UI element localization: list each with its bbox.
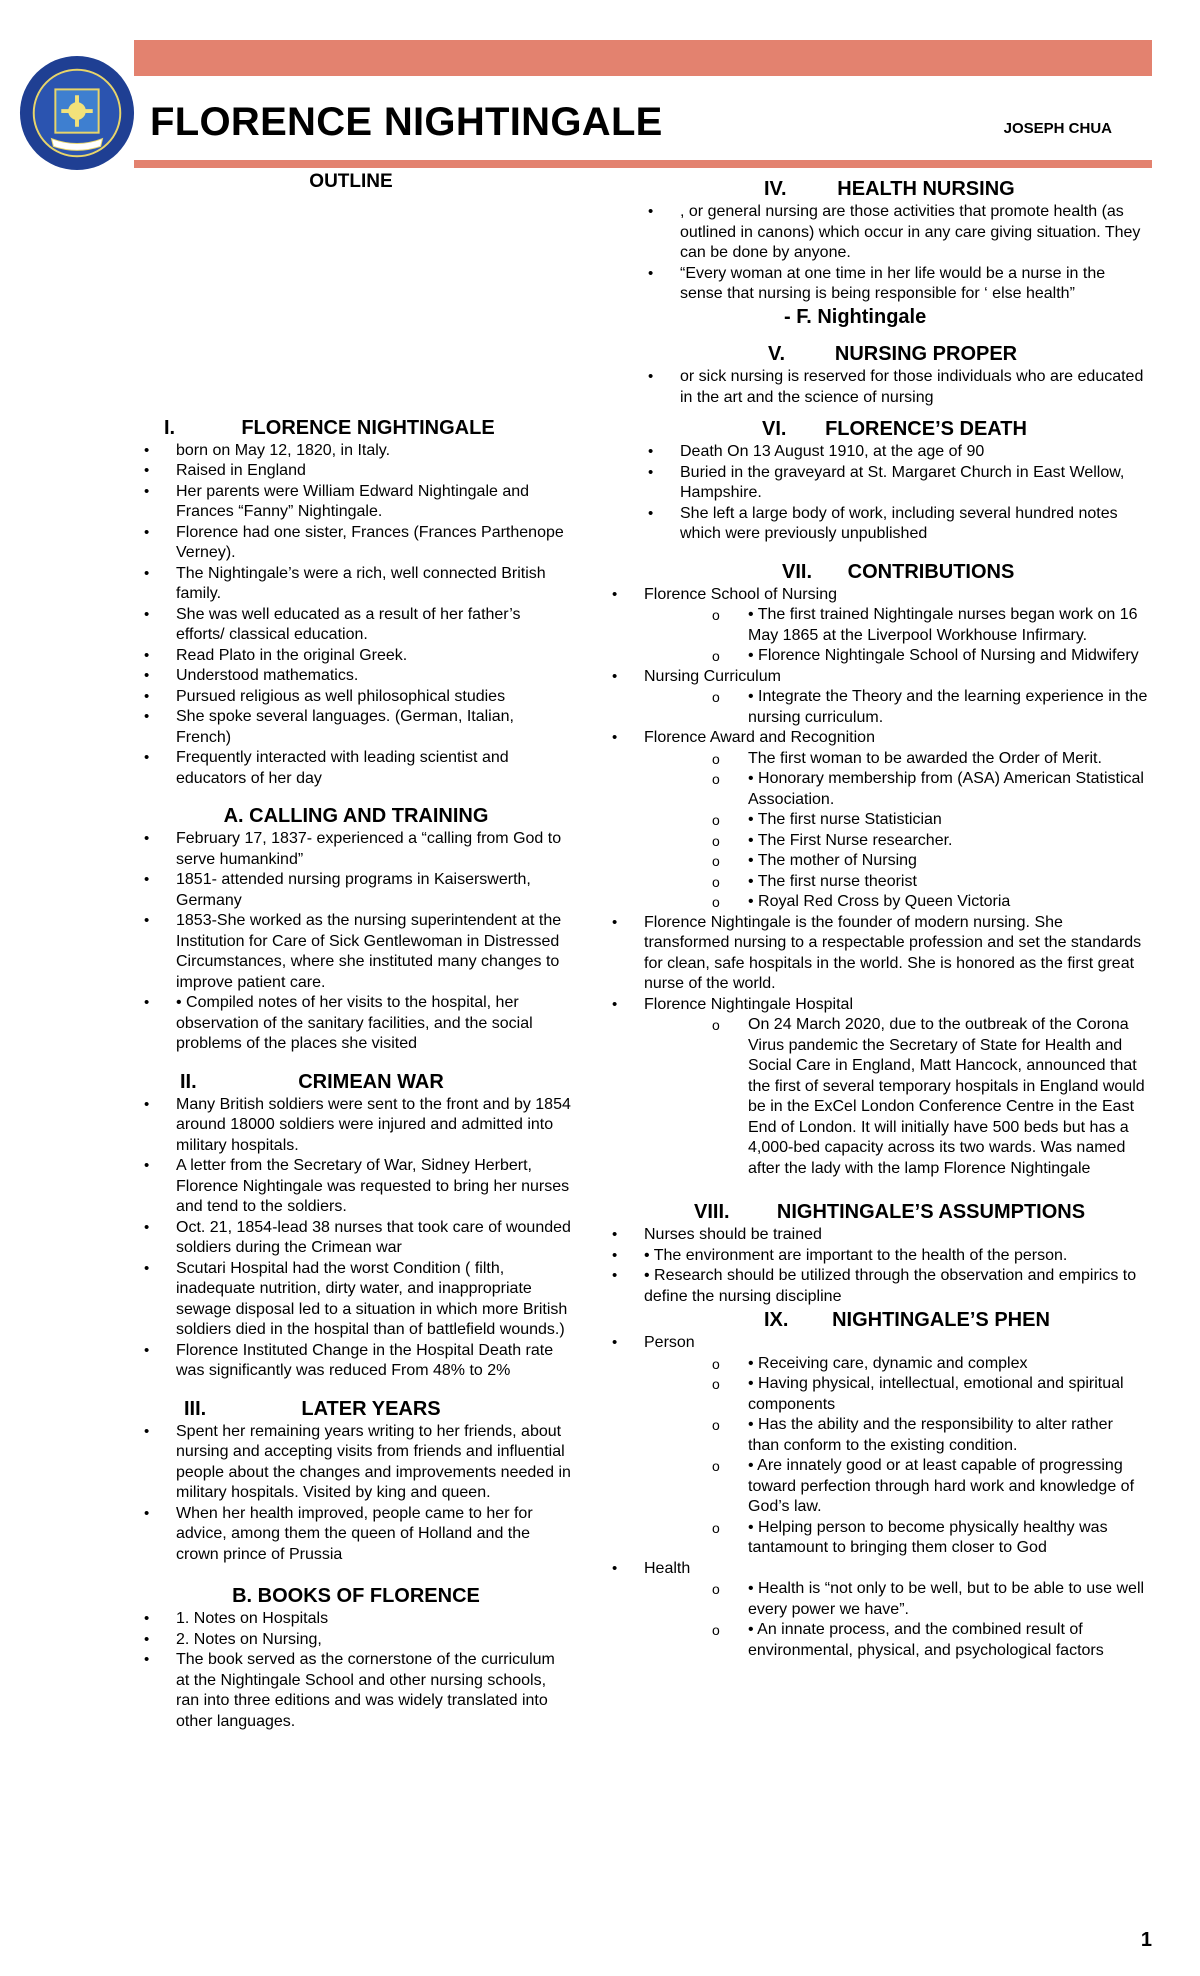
list-item: • Florence Nightingale is the founder of modern nursing. She transformed nursing to a respectable profession and set the standards for clean, safe hospitals in the world. She is honored as the first great nurse of the world. <box>608 913 1148 995</box>
later-years-list <box>140 1422 572 1566</box>
list-item: • Her parents were William Edward Nightingale and Frances “Fanny” Nightingale. <box>140 482 572 523</box>
list-item: • Many British soldiers were sent to the front and by 1854 around 18000 soldiers were injured and admitted into military hospitals. <box>140 1095 572 1157</box>
section-heading-florence <box>140 415 572 441</box>
list-item: • Oct. 21, 1854-lead 38 nurses that took care of wounded soldiers during the Crimean war <box>140 1218 572 1259</box>
sub-list-item: o • The mother of Nursing <box>608 851 1148 872</box>
section-title: CONTRIBUTIONS <box>847 560 1015 583</box>
section-number: IV. <box>764 178 787 200</box>
page-number: 1 <box>1140 1929 1152 1951</box>
list-item: • She was well educated as a result of her father’s efforts/ classical education. <box>140 605 572 646</box>
sub-list-item: o • Receiving care, dynamic and complex <box>608 1354 1148 1375</box>
list-item: • She left a large body of work, including several hundred notes which were previously unpublished <box>644 504 1148 545</box>
list-item: • Florence Instituted Change in the Hospital Death rate was significantly was reduced From 48% to 2% <box>140 1341 572 1382</box>
section-heading-phen <box>644 1307 1148 1333</box>
list-item: • • Compiled notes of her visits to the hospital, her observation of the sanitary facilities, and the social problems of the places she visited <box>140 993 572 1055</box>
list-item: • 1. Notes on Hospitals <box>140 1609 572 1630</box>
section-title: CRIMEAN WAR <box>298 1070 444 1093</box>
list-item: • The book served as the cornerstone of the curriculum at the Nightingale School and other nursing schools, ran into three editions and was widely translated into other languages. <box>140 1650 572 1732</box>
list-item: • or sick nursing is reserved for those individuals who are educated in the art and the science of nursing <box>644 367 1148 408</box>
sub-list-item: o • Health is “not only to be well, but to be able to use well every power we have”. <box>608 1579 1148 1620</box>
sub-list-item: o • Helping person to become physically healthy was tantamount to bringing them closer to God <box>608 1518 1148 1559</box>
section-heading-calling: A. CALLING AND TRAINING <box>223 805 489 827</box>
sub-list-item: o • Royal Red Cross by Queen Victoria <box>608 892 1148 913</box>
list-item: • Florence School of Nursing <box>608 585 1148 606</box>
section-title: HEALTH NURSING <box>837 178 1015 200</box>
list-item: • Nursing Curriculum <box>608 667 1148 688</box>
list-item: • She spoke several languages. (German, Italian, French) <box>140 707 572 748</box>
section-heading-assumptions <box>644 1199 1148 1225</box>
contributions-list <box>608 585 1148 1180</box>
section-heading-nursing-proper <box>644 341 1148 367</box>
assumptions-list <box>608 1225 1148 1307</box>
list-item: • “Every woman at one time in her life would be a nurse in the sense that nursing is being responsible for ‘ else health” <box>644 264 1148 305</box>
sub-list-item: o The first woman to be awarded the Order of Merit. <box>608 749 1148 770</box>
title-underline-bar <box>134 160 1152 168</box>
list-item: • Florence Award and Recognition <box>608 728 1148 749</box>
document-title: FLORENCE NIGHTINGALE <box>150 100 663 144</box>
sub-list-item: o On 24 March 2020, due to the outbreak of the Corona Virus pandemic the Secretary of State for Health and Social Care in England, Matt Hancock, announced that the first of several temporary hospitals in England would be in the ExCel London Conference Centre in the East End of London. It will initially have 500 beds but has a 4,000-bed capacity across its two wards. Was named after the lady with the lamp Florence Nightingale <box>608 1015 1148 1179</box>
section-title: NURSING PROPER <box>834 343 1018 365</box>
university-seal-logo <box>18 54 136 172</box>
health-nursing-list <box>644 202 1148 305</box>
sub-list-item: o • The first nurse theorist <box>608 872 1148 893</box>
section-number: V. <box>768 343 786 365</box>
outline-heading: OUTLINE <box>309 171 393 192</box>
phen-list <box>608 1333 1148 1661</box>
section-title: LATER YEARS <box>301 1397 441 1420</box>
list-item: • Spent her remaining years writing to her friends, about nursing and accepting visits from friends and influential people about the changes and improvements needed in military hospitals. Visited by king and queen. <box>140 1422 572 1504</box>
section-number: VII. <box>782 560 813 583</box>
header-accent-bar <box>134 40 1152 76</box>
left-column <box>140 172 572 1732</box>
section-number: I. <box>164 416 176 439</box>
sub-list-item: o • The first trained Nightingale nurses began work on 16 May 1865 at the Liverpool Workhouse Infirmary. <box>608 605 1148 646</box>
quote-attribution: - F. Nightingale <box>784 305 927 328</box>
list-item: • Nurses should be trained <box>608 1225 1148 1246</box>
list-item: • Florence Nightingale Hospital <box>608 995 1148 1016</box>
list-item: • A letter from the Secretary of War, Sidney Herbert, Florence Nightingale was requested to bring her nurses and tend to the soldiers. <box>140 1156 572 1218</box>
section-title: NIGHTINGALE’S PHEN <box>832 1309 1050 1331</box>
author-name: JOSEPH CHUA <box>1003 120 1112 137</box>
calling-list <box>140 829 572 1055</box>
sub-list-item: o • The First Nurse researcher. <box>608 831 1148 852</box>
list-item: • Health <box>608 1559 1148 1580</box>
sub-list-item: o • Has the ability and the responsibility to alter rather than conform to the existing condition. <box>608 1415 1148 1456</box>
sub-list-item: o • Having physical, intellectual, emotional and spiritual components <box>608 1374 1148 1415</box>
florence-list <box>140 441 572 790</box>
section-heading-health-nursing <box>644 176 1148 202</box>
list-item: • 2. Notes on Nursing, <box>140 1630 572 1651</box>
nursing-proper-list <box>644 367 1148 408</box>
sub-list-item: o • Florence Nightingale School of Nursing and Midwifery <box>608 646 1148 667</box>
list-item: • Understood mathematics. <box>140 666 572 687</box>
list-item: • • Research should be utilized through the observation and empirics to define the nursing discipline <box>608 1266 1148 1307</box>
section-heading-later-years <box>140 1396 572 1422</box>
section-number: II. <box>180 1070 197 1093</box>
list-item: • Buried in the graveyard at St. Margaret Church in East Wellow, Hampshire. <box>644 463 1148 504</box>
list-item: • • The environment are important to the health of the person. <box>608 1246 1148 1267</box>
sub-list-item: o • Integrate the Theory and the learning experience in the nursing curriculum. <box>608 687 1148 728</box>
section-number: VI. <box>762 418 787 440</box>
section-title: FLORENCE’S DEATH <box>825 418 1027 440</box>
sub-list-item: o • Honorary membership from (ASA) American Statistical Association. <box>608 769 1148 810</box>
list-item: • 1851- attended nursing programs in Kaiserswerth, Germany <box>140 870 572 911</box>
list-item: • When her health improved, people came to her for advice, among them the queen of Holland and the crown prince of Prussia <box>140 1504 572 1566</box>
section-heading-crimean <box>140 1069 572 1095</box>
list-item: • , or general nursing are those activities that promote health (as outlined in canons) which occur in any care giving situation. They can be done by anyone. <box>644 202 1148 264</box>
section-heading-contributions <box>644 559 1148 585</box>
list-item: • Raised in England <box>140 461 572 482</box>
section-number: III. <box>184 1397 207 1420</box>
books-list <box>140 1609 572 1732</box>
list-item: • February 17, 1837- experienced a “calling from God to serve humankind” <box>140 829 572 870</box>
right-column <box>644 176 1148 1661</box>
sub-list-item: o • Are innately good or at least capable of progressing toward perfection through hard work and knowledge of God’s law. <box>608 1456 1148 1518</box>
list-item: • Person <box>608 1333 1148 1354</box>
death-list <box>644 442 1148 545</box>
sub-list-item: o • The first nurse Statistician <box>608 810 1148 831</box>
list-item: • Florence had one sister, Frances (Frances Parthenope Verney). <box>140 523 572 564</box>
section-heading-death <box>644 416 1148 442</box>
list-item: • born on May 12, 1820, in Italy. <box>140 441 572 462</box>
section-title: NIGHTINGALE’S ASSUMPTIONS <box>776 1201 1086 1223</box>
section-heading-books: B. BOOKS OF FLORENCE <box>232 1585 480 1607</box>
list-item: • The Nightingale’s were a rich, well connected British family. <box>140 564 572 605</box>
section-number: IX. <box>764 1309 789 1331</box>
list-item: • Frequently interacted with leading scientist and educators of her day <box>140 748 572 789</box>
list-item: • Pursued religious as well philosophical studies <box>140 687 572 708</box>
section-number: VIII. <box>694 1201 730 1223</box>
section-title: FLORENCE NIGHTINGALE <box>241 416 495 439</box>
list-item: • 1853-She worked as the nursing superintendent at the Institution for Care of Sick Gentlewoman in Distressed Circumstances, where she instituted many changes to improve patient care. <box>140 911 572 993</box>
list-item: • Read Plato in the original Greek. <box>140 646 572 667</box>
list-item: • Death On 13 August 1910, at the age of 90 <box>644 442 1148 463</box>
sub-list-item: o • An innate process, and the combined result of environmental, physical, and psychological factors <box>608 1620 1148 1661</box>
list-item: • Scutari Hospital had the worst Condition ( filth, inadequate nutrition, dirty water, and inappropriate sewage disposal led to a situation in which more British soldiers died in the hospital than of battlefield wounds.) <box>140 1259 572 1341</box>
crimean-list <box>140 1095 572 1382</box>
